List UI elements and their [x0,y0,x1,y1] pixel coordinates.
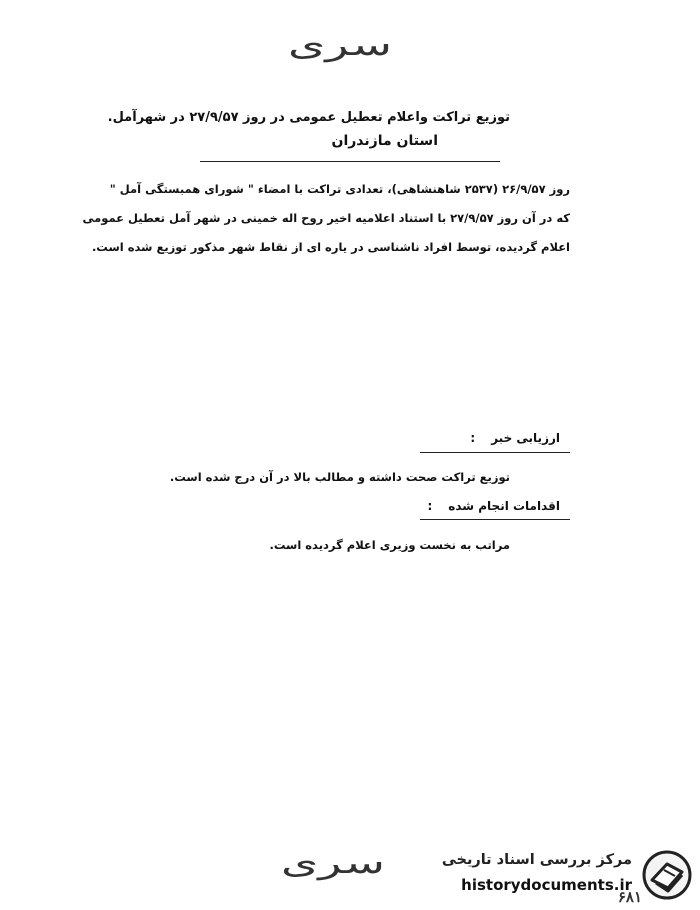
evaluation-heading-underline [420,452,570,453]
document-title: توزیع تراکت واعلام تعطیل عمومی در روز ۲۷/۹/۵۷ در شهرآمل. [107,110,510,125]
body-line-3: اعلام گردیده، توسط افراد ناشناسی در یاره ای از نقاط شهر مذکور توزیع شده است. [91,240,570,254]
actions-heading-colon: : [427,499,433,513]
watermark [396,844,696,906]
body-line-1: روز ۲۶/۹/۵۷ (۲۵۳۷ شاهنشاهی)، تعدادی تراکت با امضاء " شورای همبستگی آمل " [109,182,570,196]
watermark-url: historydocuments.ir [461,876,632,894]
watermark-name: مرکز بررسی اسناد تاریخی [441,852,632,868]
evaluation-heading-label: ارزیابی خبر [491,431,560,445]
classification-stamp-bottom: سری [280,846,386,881]
classification-stamp-top: سری [287,28,393,63]
actions-heading-label: اقدامات انجام شده [448,499,560,513]
evaluation-heading-colon: : [470,431,476,445]
page-number: ۶۸۱ [617,888,642,906]
evaluation-heading [470,431,560,445]
book-logo-icon [642,850,692,900]
title-underline [200,161,500,162]
actions-heading [427,499,560,513]
evaluation-text: توزیع تراکت صحت داشته و مطالب بالا در آن درج شده است. [169,470,510,484]
actions-heading-underline [420,519,570,520]
province-subtitle: استان مازندران [331,133,438,149]
body-line-2: که در آن روز ۲۷/۹/۵۷ با استناد اعلامیه اخیر روح اله خمینی در شهر آمل تعطیل عمومی [82,211,570,225]
actions-text: مراتب به نخست وزیری اعلام گردیده است. [269,538,510,552]
